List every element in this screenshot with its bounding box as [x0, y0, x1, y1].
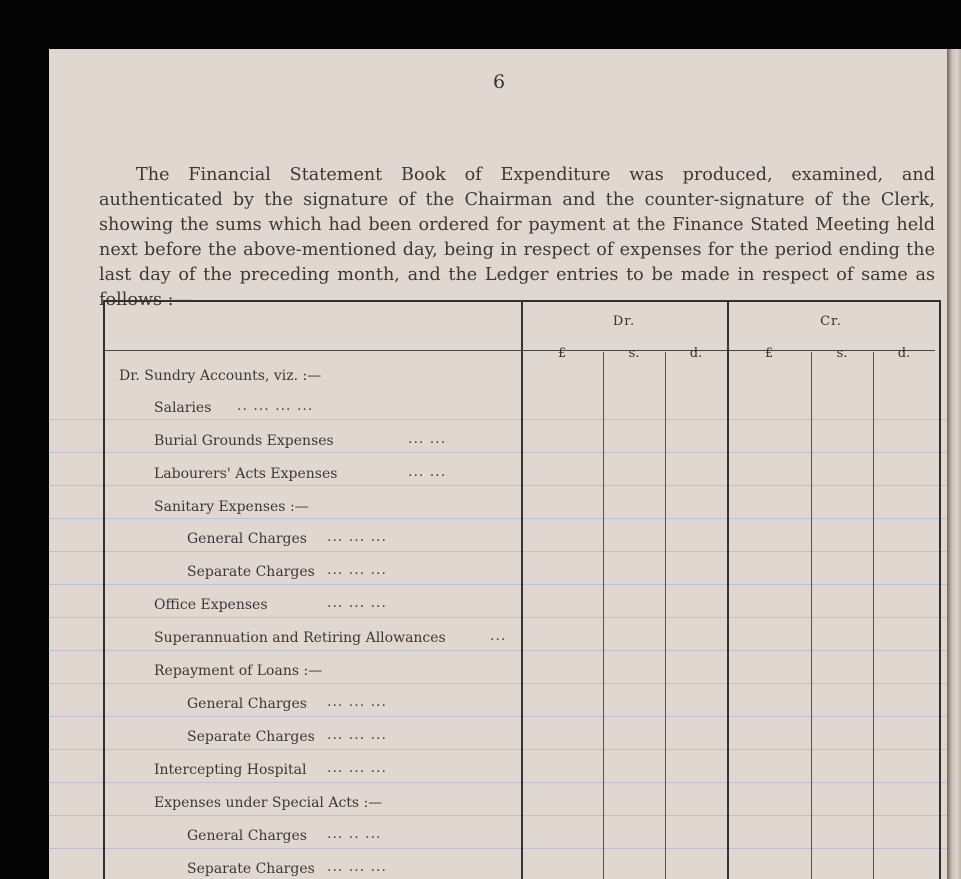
- ledger-row: [105, 861, 523, 879]
- leader-dots: ... ...: [408, 431, 447, 447]
- cr-pounds-divider: [811, 352, 812, 879]
- ledger-row: [105, 663, 523, 695]
- ledger-row: [105, 828, 523, 860]
- ledger-row: [105, 564, 523, 596]
- cr-shillings-unit: s.: [836, 346, 848, 361]
- dr-shillings-unit: s.: [628, 346, 640, 361]
- leader-dots: ... ... ...: [327, 727, 387, 743]
- row-label: Intercepting Hospital: [154, 762, 307, 778]
- ledger-page: [49, 49, 949, 879]
- row-label: Separate Charges: [187, 861, 315, 877]
- row-label: Salaries: [154, 400, 212, 416]
- leader-dots: ... ... ...: [327, 760, 387, 776]
- dr-pounds-unit: £: [557, 346, 567, 361]
- dr-heading: Dr.: [612, 314, 636, 329]
- row-label: Repayment of Loans :—: [154, 663, 323, 679]
- ledger-row: [105, 499, 523, 531]
- leader-dots: ... ... ...: [327, 859, 387, 875]
- ledger-row: [105, 466, 523, 498]
- row-label: Separate Charges: [187, 564, 315, 580]
- leader-dots: ... ...: [408, 464, 447, 480]
- leader-dots: ... ... ...: [327, 562, 387, 578]
- row-label: Labourers' Acts Expenses: [154, 466, 338, 482]
- ledger-row: [105, 729, 523, 761]
- cr-heading: Cr.: [820, 314, 842, 329]
- ledger-row: [105, 795, 523, 827]
- dr-cr-divider: [727, 302, 729, 879]
- cr-shillings-divider: [873, 352, 874, 879]
- row-label: Expenses under Special Acts :—: [154, 795, 383, 811]
- leader-dots: .. ... ... ...: [237, 398, 314, 414]
- leader-dots: ...: [490, 628, 507, 644]
- dr-pence-unit: d.: [689, 346, 703, 361]
- cr-pounds-unit: £: [764, 346, 774, 361]
- row-label: Separate Charges: [187, 729, 315, 745]
- ledger-row: [105, 762, 523, 794]
- row-label: Sanitary Expenses :—: [154, 499, 309, 515]
- leader-dots: ... .. ...: [327, 826, 382, 842]
- dr-pounds-divider: [603, 352, 604, 879]
- row-label: General Charges: [187, 828, 307, 844]
- ledger-row: [105, 531, 523, 563]
- ledger-row: [105, 400, 523, 432]
- book-spine: [947, 49, 961, 879]
- cr-pence-unit: d.: [897, 346, 911, 361]
- ledger-row: [105, 630, 523, 662]
- ledger-row: [105, 368, 523, 400]
- leader-dots: ... ... ...: [327, 595, 387, 611]
- intro-paragraph: The Financial Statement Book of Expenditure was produced, examined, and authenticated by the signature of the Chairman and the counter-signature of the Clerk, showing the sums which had been ordered for payment at the Finance Stated Meeting held next before the above-mentioned day, being in respect of expenses for the period ending the last day of the preceding month, and the Ledger entries to be made in respect of same as follows :—: [99, 165, 935, 310]
- row-label: General Charges: [187, 531, 307, 547]
- dr-shillings-divider: [665, 352, 666, 879]
- ledger-row: [105, 433, 523, 465]
- row-label: Dr. Sundry Accounts, viz. :—: [119, 368, 322, 384]
- ledger-table: [103, 300, 941, 879]
- ledger-row: [105, 597, 523, 629]
- page-number: 6: [492, 71, 506, 93]
- row-label: Office Expenses: [154, 597, 268, 613]
- leader-dots: ... ... ...: [327, 529, 387, 545]
- leader-dots: ... ... ...: [327, 694, 387, 710]
- row-label: Superannuation and Retiring Allowances: [154, 630, 446, 646]
- row-label: Burial Grounds Expenses: [154, 433, 334, 449]
- row-label: General Charges: [187, 696, 307, 712]
- ledger-row: [105, 696, 523, 728]
